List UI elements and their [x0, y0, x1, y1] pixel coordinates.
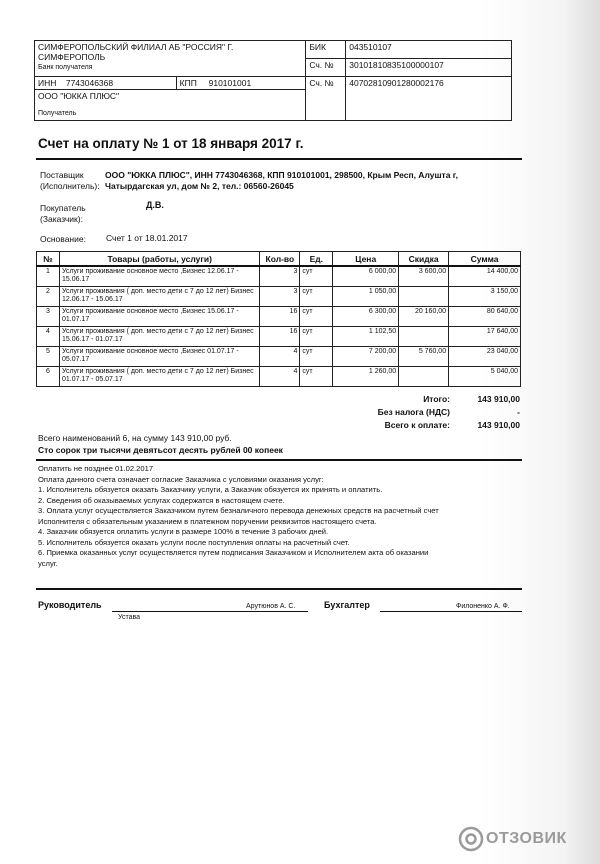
bank-details-table — [34, 40, 512, 121]
row-name: Услуги проживание основное место ,Бизнес 15.06.17 - 01.07.17 — [59, 307, 259, 327]
terms-line: 2. Сведения об оказываемых услугах содержатся в настоящем счете. — [38, 495, 285, 505]
col-discount: Скидка — [399, 252, 449, 267]
row-name: Услуги проживание основное место ,Бизнес 01.07.17 - 05.07.17 — [59, 347, 259, 367]
row-unit: сут — [300, 327, 333, 347]
terms-line: 4. Заказчик обязуется оплатить услуги в размере 100% в течение 3 рабочих дней. — [38, 527, 329, 536]
head-note: Устава — [118, 614, 141, 621]
row-price: 1 102,50 — [333, 327, 399, 347]
row-qty: 16 — [260, 327, 300, 347]
inn-label: ИНН — [38, 78, 57, 88]
watermark-logo — [458, 824, 594, 854]
row-sum: 23 040,00 — [449, 347, 521, 367]
terms-block — [38, 464, 528, 569]
row-qty: 16 — [260, 307, 300, 327]
title-divider — [36, 158, 522, 160]
corr-account-label: Сч. № — [306, 59, 346, 77]
due-value: 143 910,00 — [477, 420, 520, 430]
invoice-title: Счет на оплату № 1 от 18 января 2017 г. — [38, 136, 304, 151]
table-row — [37, 307, 521, 327]
terms-line: Оплатить не позднее 01.02.2017 — [38, 464, 154, 473]
basis-label: Основание: — [40, 234, 86, 244]
col-num: № — [37, 252, 60, 267]
head-signature-line — [112, 611, 308, 612]
row-unit: сут — [300, 266, 333, 287]
terms-divider — [36, 588, 522, 590]
row-unit: сут — [300, 347, 333, 367]
recipient-cell — [35, 90, 306, 121]
summary-divider — [36, 459, 522, 461]
row-unit: сут — [300, 287, 333, 307]
col-qty: Кол-во — [260, 252, 300, 267]
summary-line: Всего наименований 6, на сумму 143 910,00 руб. — [38, 433, 232, 443]
row-discount: 3 600,00 — [399, 266, 449, 287]
watermark-text: ОТЗОВИК — [486, 830, 567, 847]
supplier-label — [40, 170, 100, 192]
row-discount — [399, 327, 449, 347]
row-unit: сут — [300, 367, 333, 387]
goods-header-row — [37, 252, 521, 267]
terms-line: 5. Исполнитель обязуется оказать услуги после поступления оплаты на расчетный счет. — [38, 537, 350, 547]
terms-line: Оплата данного счета означает согласие Заказчика с условиями оказания услуг: — [38, 474, 324, 484]
accountant-name: Филоненко А. Ф. — [456, 603, 510, 610]
table-row — [37, 266, 521, 287]
row-qty: 4 — [260, 367, 300, 387]
col-unit: Ед. — [300, 252, 333, 267]
supplier-line-2: Чатырдагская ул, дом № 2, тел.: 06560-26045 — [105, 181, 294, 191]
row-qty: 4 — [260, 347, 300, 367]
vat-value: - — [517, 407, 520, 417]
terms-line: 6. Приемка оказанных услуг осуществляется путем подписания Заказчиком и Исполнителем акта об оказании — [38, 548, 429, 557]
row-sum: 17 640,00 — [449, 327, 521, 347]
buyer-name: Д.В. — [146, 200, 164, 210]
kpp-value: 910101001 — [208, 78, 252, 88]
row-price: 6 300,00 — [333, 307, 399, 327]
bik-value: 043510107 — [346, 41, 512, 59]
terms-line: 1. Исполнитель обязуется оказать Заказчику услуги, а Заказчик обязуется их принять и оплатить. — [38, 485, 383, 494]
bank-name: СИМФЕРОПОЛЬСКИЙ ФИЛИАЛ АБ "РОССИЯ" Г. СИМФЕРОПОЛЬ — [38, 42, 234, 62]
row-unit: сут — [300, 307, 333, 327]
watermark-badge-icon — [458, 826, 484, 852]
row-num: 1 — [37, 266, 60, 287]
recipient-name: ООО "ЮККА ПЛЮС" — [38, 91, 120, 101]
row-num: 3 — [37, 307, 60, 327]
supplier-line-1: ООО "ЮККА ПЛЮС", ИНН 7743046368, КПП 910101001, 298500, Крым Респ, Алушта г, — [105, 170, 458, 180]
row-discount — [399, 367, 449, 387]
row-sum: 3 150,00 — [449, 287, 521, 307]
recipient-label: Получатель — [38, 110, 77, 117]
supplier-label-2: (Исполнитель): — [40, 181, 100, 191]
due-label: Всего к оплате: — [384, 420, 450, 430]
row-name: Услуги проживания ( доп. место дети с 7 до 12 лет) Бизнес 01.07.17 - 05.07.17 — [59, 367, 259, 387]
row-price: 6 000,00 — [333, 266, 399, 287]
row-num: 2 — [37, 287, 60, 307]
row-name: Услуги проживания ( доп. место дети с 7 до 12 лет) Бизнес 12.06.17 - 15.06.17 — [59, 287, 259, 307]
basis-value: Счет 1 от 18.01.2017 — [106, 233, 188, 243]
inn-cell — [35, 77, 177, 90]
row-sum: 5 040,00 — [449, 367, 521, 387]
row-name: Услуги проживание основное место ,Бизнес 12.06.17 - 15.06.17 — [59, 266, 259, 287]
total-label: Итого: — [423, 394, 450, 404]
row-discount: 20 160,00 — [399, 307, 449, 327]
kpp-cell — [176, 77, 306, 90]
row-num: 5 — [37, 347, 60, 367]
total-value: 143 910,00 — [477, 394, 520, 404]
supplier-label-1: Поставщик — [40, 170, 84, 180]
row-qty: 3 — [260, 287, 300, 307]
vat-label: Без налога (НДС) — [377, 407, 450, 417]
table-row — [37, 347, 521, 367]
row-qty: 3 — [260, 266, 300, 287]
head-name: Арутюнов А. С. — [246, 603, 296, 610]
terms-line: 3. Оплата услуг осуществляется Заказчиком путем безналичного перевода денежных средств на расчетный счет — [38, 506, 439, 515]
row-discount — [399, 287, 449, 307]
row-price: 1 260,00 — [333, 367, 399, 387]
goods-table — [36, 251, 521, 387]
col-price: Цена — [333, 252, 399, 267]
supplier-details — [105, 170, 458, 192]
accountant-label: Бухгалтер — [324, 600, 370, 610]
table-row — [37, 287, 521, 307]
account-label: Сч. № — [306, 77, 346, 121]
table-row — [37, 367, 521, 387]
inn-value: 7743046368 — [65, 78, 114, 88]
totals-block — [300, 393, 520, 432]
terms-line: услуг. — [38, 558, 58, 568]
bank-label: Банк получателя — [38, 64, 93, 71]
row-name: Услуги проживания ( доп. место дети с 7 до 12 лет) Бизнес 15.06.17 - 01.07.17 — [59, 327, 259, 347]
head-label: Руководитель — [38, 600, 102, 610]
row-num: 6 — [37, 367, 60, 387]
row-sum: 14 400,00 — [449, 266, 521, 287]
buyer-label — [40, 203, 86, 225]
table-row — [37, 327, 521, 347]
corr-account-value: 30101810835100000107 — [346, 59, 512, 77]
amount-in-words: Сто сорок три тысячи девятьсот десять рублей 00 копеек — [38, 445, 283, 455]
kpp-label: КПП — [179, 78, 197, 88]
row-price: 1 050,00 — [333, 287, 399, 307]
terms-line: Исполнителя с обязательным указанием в платежном поручении реквизитов настоящего счета. — [38, 516, 377, 526]
buyer-label-2: (Заказчик): — [40, 214, 83, 224]
col-sum: Сумма — [449, 252, 521, 267]
account-value: 40702810901280002176 — [346, 77, 512, 121]
row-discount: 5 760,00 — [399, 347, 449, 367]
row-price: 7 200,00 — [333, 347, 399, 367]
col-name: Товары (работы, услуги) — [59, 252, 259, 267]
row-sum: 80 640,00 — [449, 307, 521, 327]
bank-name-cell — [35, 41, 306, 77]
accountant-signature-line — [380, 611, 522, 612]
buyer-label-1: Покупатель — [40, 203, 86, 213]
bik-label: БИК — [306, 41, 346, 59]
row-num: 4 — [37, 327, 60, 347]
